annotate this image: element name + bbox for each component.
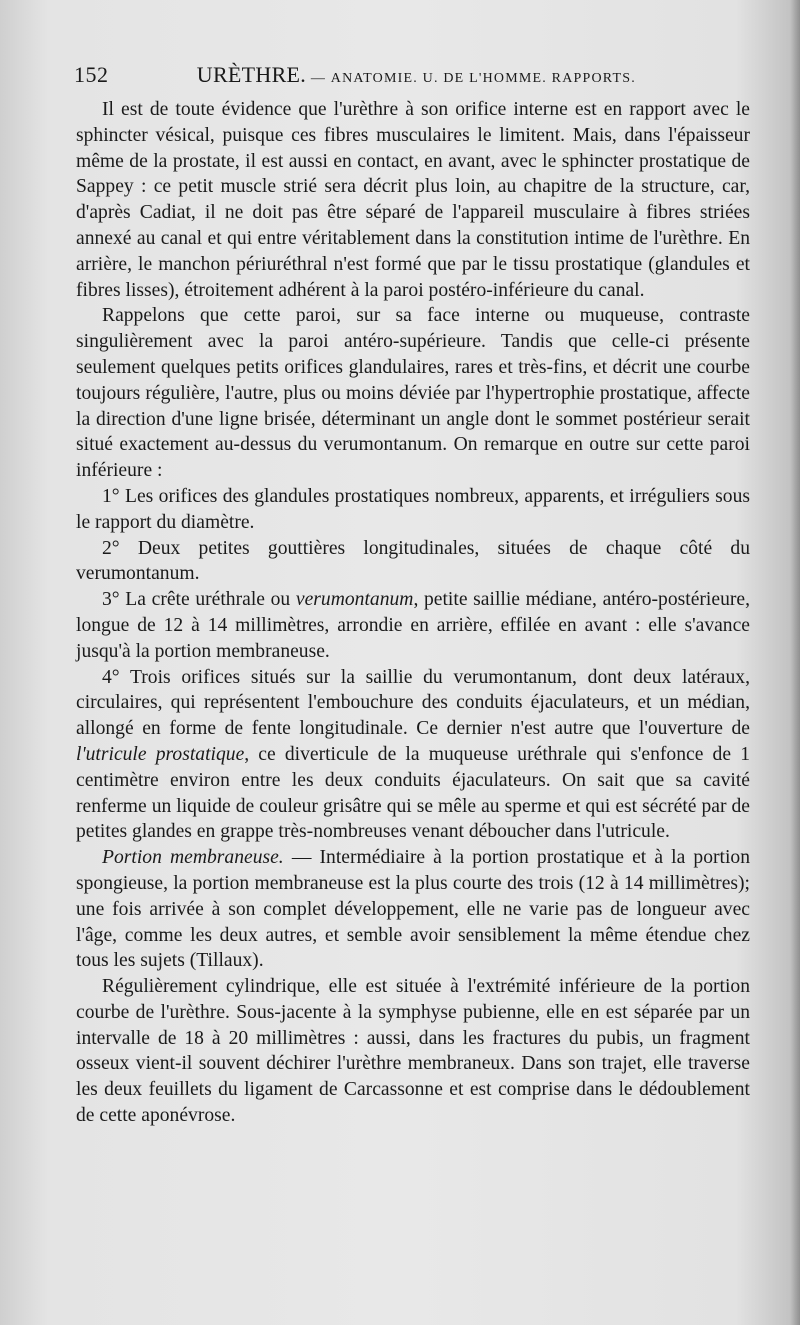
list-item-1: 1° Les orifices des glandules prostatiques nombreux, apparents, et irréguliers sous le rapport du diamètre.	[76, 485, 750, 533]
running-subtitle: ANATOMIE. U. DE L'HOMME. RAPPORTS.	[330, 71, 636, 86]
list-item-4-end: , ce diverticule de la muqueuse uréthrale qui s'enfonce de 1 centimètre environ entre les deux conduits éjaculateurs. On sait que sa cavité renferme un liquide de couleur grisâtre qui se mêle au sperme et qui est sécrété par de petites glandes en grappe très-nombreuses venant déboucher dans l'utricule.	[76, 743, 750, 843]
paragraph-paroi: Rappelons que cette paroi, sur sa face interne ou muqueuse, contraste singulièrement avec la paroi antéro-supérieure. Tandis que celle-ci présente seulement quelques petits orifices glandulaires, rares et très-fins, et décrit une courbe toujours régulière, l'autre, plus ou moins déviée par l'hypertrophie prostatique, affecte la direction d'une ligne brisée, déterminant un angle dont le sommet postérieur serait situé exactement au-dessus du verumontanum. On remarque en outre sur cette paroi inférieure :	[76, 305, 750, 482]
header-separator: —	[310, 71, 327, 86]
list-item-4	[76, 665, 750, 846]
term-utricule: l'utricule prostatique	[76, 743, 245, 765]
list-item-2: 2° Deux petites gouttières longitudinales, situées de chaque côté du verumontanum.	[76, 537, 750, 585]
page-body	[76, 97, 750, 1129]
list-item-3-start: 3° La crête uréthrale ou	[102, 589, 296, 611]
paragraph-portion-membraneuse	[76, 845, 750, 974]
paragraph-rapports: Il est de toute évidence que l'urèthre à son orifice interne est en rapport avec le sphincter vésical, puisque ces fibres musculaires le limitent. Mais, dans l'épaisseur même de la prostate, il est aussi en contact, en avant, avec le sphincter prostatique de Sappey : ce petit muscle strié sera décrit plus loin, au chapitre de la structure, car, d'après Cadiat, il ne doit pas être séparé de l'appareil musculaire à fibres striées annexé au canal et qui entre véritablement dans la constitution intime de l'urèthre. En arrière, le manchon périuréthral n'est formé que par le tissu prostatique (glandules et fibres lisses), étroitement adhérent à la paroi postéro-inférieure du canal.	[76, 99, 750, 301]
section-heading-portion-membraneuse: Portion membraneuse.	[102, 847, 284, 869]
running-title: URÈTHRE.	[196, 62, 307, 87]
list-item-4-start: 4° Trois orifices situés sur la saillie du verumontanum, dont deux latéraux, circulaires, qui représentent l'embouchure des conduits éjaculateurs, et un médian, allongé en forme de fente longitudinale. Ce dernier n'est autre que l'ouverture de	[76, 666, 750, 740]
page-number: 152	[74, 62, 109, 87]
term-verumontanum: verumontanum	[295, 589, 414, 611]
running-header	[74, 62, 750, 88]
list-item-3	[76, 587, 750, 664]
list-item-3-end: , petite saillie médiane, antéro-postérieure, longue de 12 à 14 millimètres, arrondie en arrière, effilée en avant : elle s'avance jusqu'à la portion membraneuse.	[76, 589, 750, 662]
paragraph-portion-membraneuse-text: — Intermédiaire à la portion prostatique et à la portion spongieuse, la portion membraneuse est la plus courte des trois (12 à 14 millimètres); une fois arrivée à son complet développement, elle ne varie pas de longueur avec l'âge, comme les deux autres, et semble avoir sensiblement la même étendue chez tous les sujets (Tillaux).	[76, 847, 751, 972]
paragraph-cylindrique: Régulièrement cylindrique, elle est située à l'extrémité inférieure de la portion courbe de l'urèthre. Sous-jacente à la symphyse pubienne, elle en est séparée par un intervalle de 18 à 20 millimètres : aussi, dans les fractures du pubis, un fragment osseux vient-il souvent déchirer l'urèthre membraneux. Dans son trajet, elle traverse les deux feuillets du ligament de Carcassonne et est comprise dans le dédoublement de cette aponévrose.	[76, 976, 750, 1127]
